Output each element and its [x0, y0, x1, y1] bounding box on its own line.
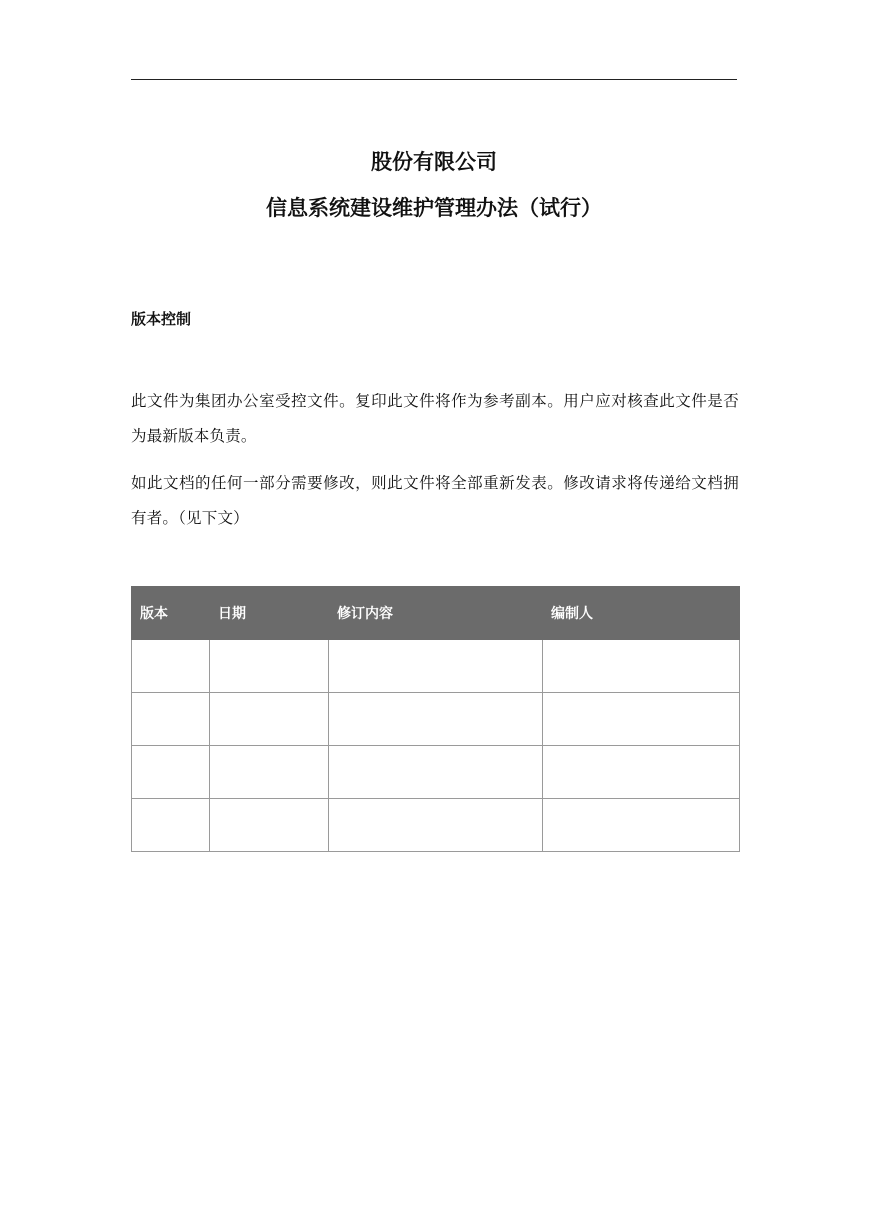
- revision-policy-notice: 如此文档的任何一部分需要修改，则此文件将全部重新发表。修改请求将传递给文档拥有者。（见下文）: [131, 474, 739, 527]
- cell-date: [210, 799, 329, 852]
- cell-author: [543, 746, 740, 799]
- cell-revision-content: [329, 640, 543, 693]
- cell-date: [210, 640, 329, 693]
- table-row: [132, 746, 740, 799]
- version-history-table: [131, 586, 740, 852]
- cell-date: [210, 746, 329, 799]
- header-revision-content: 修订内容: [329, 587, 543, 640]
- header-date: 日期: [210, 587, 329, 640]
- cell-author: [543, 640, 740, 693]
- company-title: 股份有限公司: [371, 149, 497, 174]
- header-rule: [131, 79, 737, 80]
- cell-version: [132, 640, 210, 693]
- header-author: 编制人: [543, 587, 740, 640]
- version-control-heading: 版本控制: [131, 310, 192, 328]
- cell-date: [210, 693, 329, 746]
- cell-version: [132, 693, 210, 746]
- table-header-row: [132, 587, 740, 640]
- cell-revision-content: [329, 746, 543, 799]
- cell-revision-content: [329, 693, 543, 746]
- cell-version: [132, 799, 210, 852]
- table-row: [132, 693, 740, 746]
- header-version: 版本: [132, 587, 210, 640]
- table-row: [132, 799, 740, 852]
- cell-revision-content: [329, 799, 543, 852]
- cell-author: [543, 799, 740, 852]
- controlled-document-notice: 此文件为集团办公室受控文件。复印此文件将作为参考副本。用户应对核查此文件是否为最新版本负责。: [131, 392, 739, 445]
- cell-author: [543, 693, 740, 746]
- document-title: 信息系统建设维护管理办法（试行）: [266, 195, 602, 220]
- table-row: [132, 640, 740, 693]
- cell-version: [132, 746, 210, 799]
